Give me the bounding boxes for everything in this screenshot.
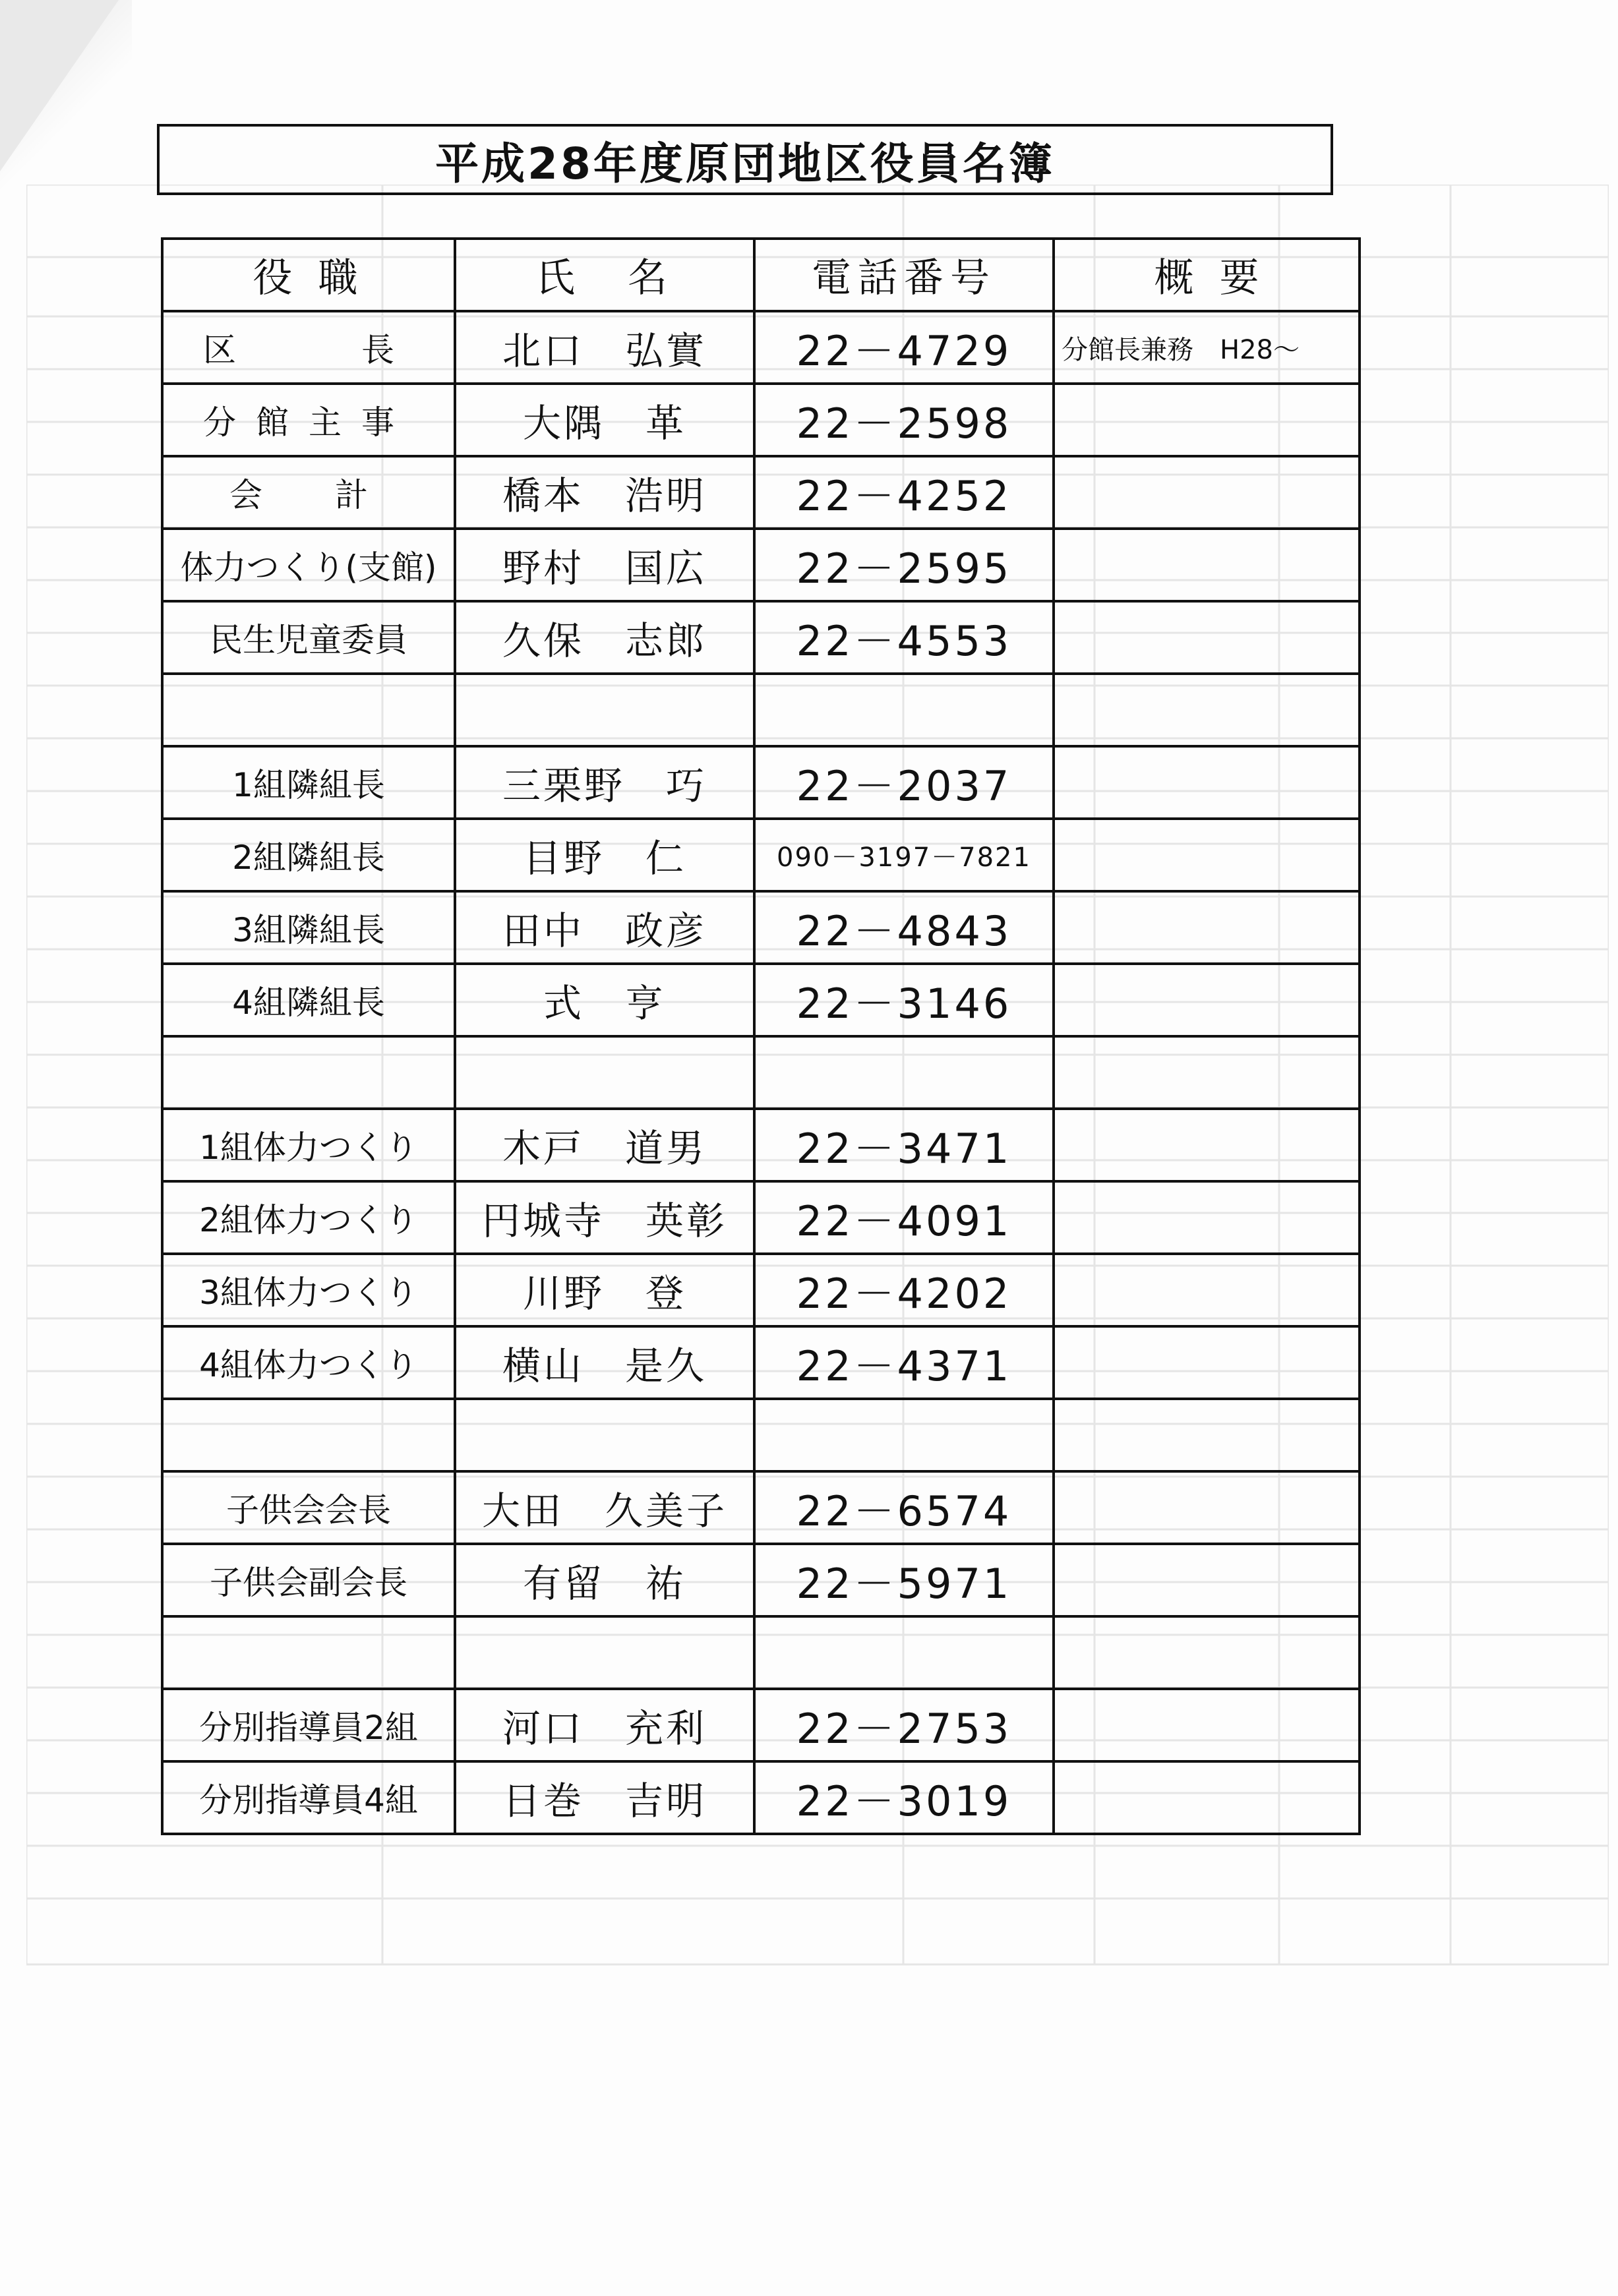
row-role: 3組隣組長 [162,891,455,964]
row-name: 川野 登 [455,1254,754,1326]
row-notes [1054,674,1360,746]
row-role: 4組体力つくり [162,1326,455,1399]
row-phone: 22－2037 [754,746,1054,819]
row-name: 木戸 道男 [455,1109,754,1181]
row-role [162,1616,455,1689]
page-fold-corner [0,0,119,171]
table-row [162,1689,1360,1761]
header-phone: 電話番号 [754,239,1054,311]
row-notes [1054,1761,1360,1834]
row-phone: 22－2598 [754,384,1054,456]
row-name: 橋本 浩明 [455,456,754,529]
row-name: 大隅 革 [455,384,754,456]
row-phone: 22－6574 [754,1471,1054,1544]
row-notes [1054,1399,1360,1471]
row-role: 2組隣組長 [162,819,455,891]
table-header-row [162,239,1360,311]
row-phone: 22－3019 [754,1761,1054,1834]
table-row [162,311,1360,384]
row-notes [1054,529,1360,601]
row-role: 会 計 [162,456,455,529]
row-name: 久保 志郎 [455,601,754,674]
row-role: 1組体力つくり [162,1109,455,1181]
row-phone: 22－5971 [754,1544,1054,1616]
table-row [162,384,1360,456]
row-role: 子供会副会長 [162,1544,455,1616]
row-name [455,1399,754,1471]
row-notes [1054,891,1360,964]
row-notes [1054,1181,1360,1254]
row-notes [1054,1616,1360,1689]
row-role: 民生児童委員 [162,601,455,674]
row-role: 区 長 [162,311,455,384]
row-name [455,1036,754,1109]
row-phone: 22－4843 [754,891,1054,964]
row-notes [1054,1544,1360,1616]
row-notes [1054,964,1360,1036]
row-name: 式 亨 [455,964,754,1036]
table-row [162,1254,1360,1326]
table-row [162,1761,1360,1834]
row-role [162,1399,455,1471]
row-name: 日巻 吉明 [455,1761,754,1834]
row-phone: 22－4729 [754,311,1054,384]
row-phone: 22－4553 [754,601,1054,674]
table-row [162,746,1360,819]
row-notes [1054,746,1360,819]
row-role: 分別指導員4組 [162,1761,455,1834]
row-notes [1054,819,1360,891]
row-notes [1054,384,1360,456]
page-title: 平成28年度原団地区役員名簿 [157,124,1333,195]
row-phone: 22－4091 [754,1181,1054,1254]
row-role [162,674,455,746]
row-role: 2組体力つくり [162,1181,455,1254]
header-role: 役 職 [162,239,455,311]
table-row-empty [162,1036,1360,1109]
row-role [162,1036,455,1109]
officer-roster-table [161,237,1361,1835]
row-role: 分館主事 [162,384,455,456]
row-name: 大田 久美子 [455,1471,754,1544]
row-name: 北口 弘實 [455,311,754,384]
row-phone: 22－2753 [754,1689,1054,1761]
row-phone: 090－3197－7821 [754,819,1054,891]
table-row-empty [162,674,1360,746]
row-notes: 分館長兼務 H28～ [1054,311,1360,384]
row-role: 体力つくり(支館) [162,529,455,601]
table-row [162,1471,1360,1544]
row-role: 4組隣組長 [162,964,455,1036]
row-role: 1組隣組長 [162,746,455,819]
row-notes [1054,1471,1360,1544]
table-row-empty [162,1616,1360,1689]
row-phone: 22－4202 [754,1254,1054,1326]
row-notes [1054,1254,1360,1326]
table-row-empty [162,1399,1360,1471]
row-name: 河口 充利 [455,1689,754,1761]
row-name: 円城寺 英彰 [455,1181,754,1254]
table-row [162,1326,1360,1399]
table-row [162,1181,1360,1254]
table-row [162,819,1360,891]
row-name: 野村 国広 [455,529,754,601]
row-notes [1054,1109,1360,1181]
row-notes [1054,1326,1360,1399]
row-notes [1054,1036,1360,1109]
header-notes: 概 要 [1054,239,1360,311]
table-row [162,1544,1360,1616]
header-name: 氏 名 [455,239,754,311]
row-role: 子供会会長 [162,1471,455,1544]
row-phone [754,674,1054,746]
table-row [162,529,1360,601]
row-phone: 22－4252 [754,456,1054,529]
row-name: 三栗野 巧 [455,746,754,819]
table-row [162,964,1360,1036]
row-notes [1054,1689,1360,1761]
row-name [455,1616,754,1689]
row-phone: 22－2595 [754,529,1054,601]
row-phone [754,1399,1054,1471]
row-phone: 22－3471 [754,1109,1054,1181]
row-name: 目野 仁 [455,819,754,891]
row-name: 有留 祐 [455,1544,754,1616]
table-row [162,601,1360,674]
row-phone: 22－3146 [754,964,1054,1036]
row-notes [1054,456,1360,529]
row-name: 田中 政彦 [455,891,754,964]
row-phone [754,1616,1054,1689]
row-name [455,674,754,746]
row-phone [754,1036,1054,1109]
row-notes [1054,601,1360,674]
table-row [162,1109,1360,1181]
table-row [162,891,1360,964]
row-phone: 22－4371 [754,1326,1054,1399]
row-role: 3組体力つくり [162,1254,455,1326]
row-role: 分別指導員2組 [162,1689,455,1761]
row-name: 横山 是久 [455,1326,754,1399]
table-row [162,456,1360,529]
